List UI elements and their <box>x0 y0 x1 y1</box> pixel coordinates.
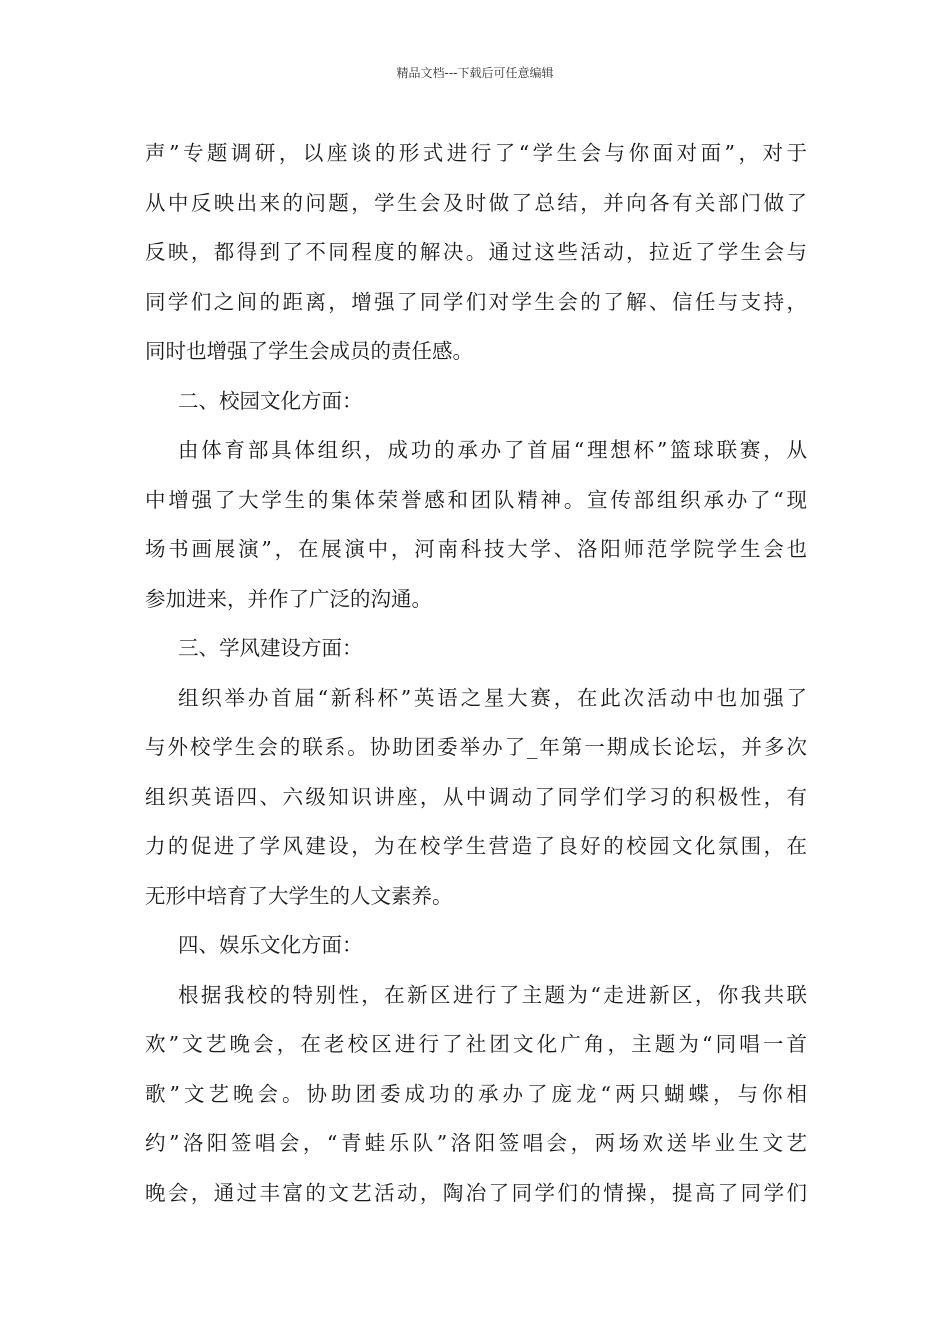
page-header: 精品文档---下载后可任意编辑 <box>396 66 554 80</box>
text-line: 从中反映出来的问题，学生会及时做了总结，并向各有关部门做了 <box>145 190 807 215</box>
text-line: 组织举办首届“新科杯”英语之星大赛，在此次活动中也加强了 <box>178 685 807 710</box>
text-line: 无形中培育了大学生的人文素养。 <box>145 883 453 908</box>
text-line: 力的促进了学风建设，为在校学生营造了良好的校园文化氛围，在 <box>145 834 807 858</box>
text-line: 根据我校的特别性，在新区进行了主题为“走进新区，你我共联 <box>178 982 807 1007</box>
text-line: 参加进来，并作了广泛的沟通。 <box>145 586 432 611</box>
text-line: 组织英语四、六级知识讲座，从中调动了同学们学习的积极性，有 <box>145 784 807 809</box>
text-line: 歌”文艺晚会。协助团委成功的承办了庞龙“两只蝴蝶，与你相 <box>145 1081 807 1106</box>
section-heading: 四、娱乐文化方面： <box>178 933 363 957</box>
section-heading: 二、校园文化方面： <box>178 388 363 413</box>
text-line: 反映，都得到了不同程度的解决。通过这些活动，拉近了学生会与 <box>145 240 807 264</box>
section-heading: 三、学风建设方面： <box>178 636 363 660</box>
text-line: 约”洛阳签唱会，“青蛙乐队”洛阳签唱会，两场欢送毕业生文艺 <box>145 1131 807 1155</box>
document-body <box>145 129 807 1218</box>
text-line: 晚会，通过丰富的文艺活动，陶冶了同学们的情操，提高了同学们 <box>145 1180 807 1205</box>
text-line: 由体育部具体组织，成功的承办了首届“理想杯”篮球联赛，从 <box>178 438 807 462</box>
text-line: 中增强了大学生的集体荣誉感和团队精神。宣传部组织承办了“现 <box>145 487 807 512</box>
text-line: 声”专题调研，以座谈的形式进行了“学生会与你面对面”，对于 <box>145 141 807 165</box>
text-line: 同时也增强了学生会成员的责任感。 <box>145 339 473 363</box>
text-line: 与外校学生会的联系。协助团委举办了_年第一期成长论坛，并多次 <box>145 735 807 759</box>
text-line: 场书画展演”，在展演中，河南科技大学、洛阳师范学院学生会也 <box>145 537 807 561</box>
text-line: 欢”文艺晚会，在老校区进行了社团文化广角，主题为“同唱一首 <box>145 1032 807 1056</box>
text-line: 同学们之间的距离，增强了同学们对学生会的了解、信任与支持， <box>145 289 807 314</box>
